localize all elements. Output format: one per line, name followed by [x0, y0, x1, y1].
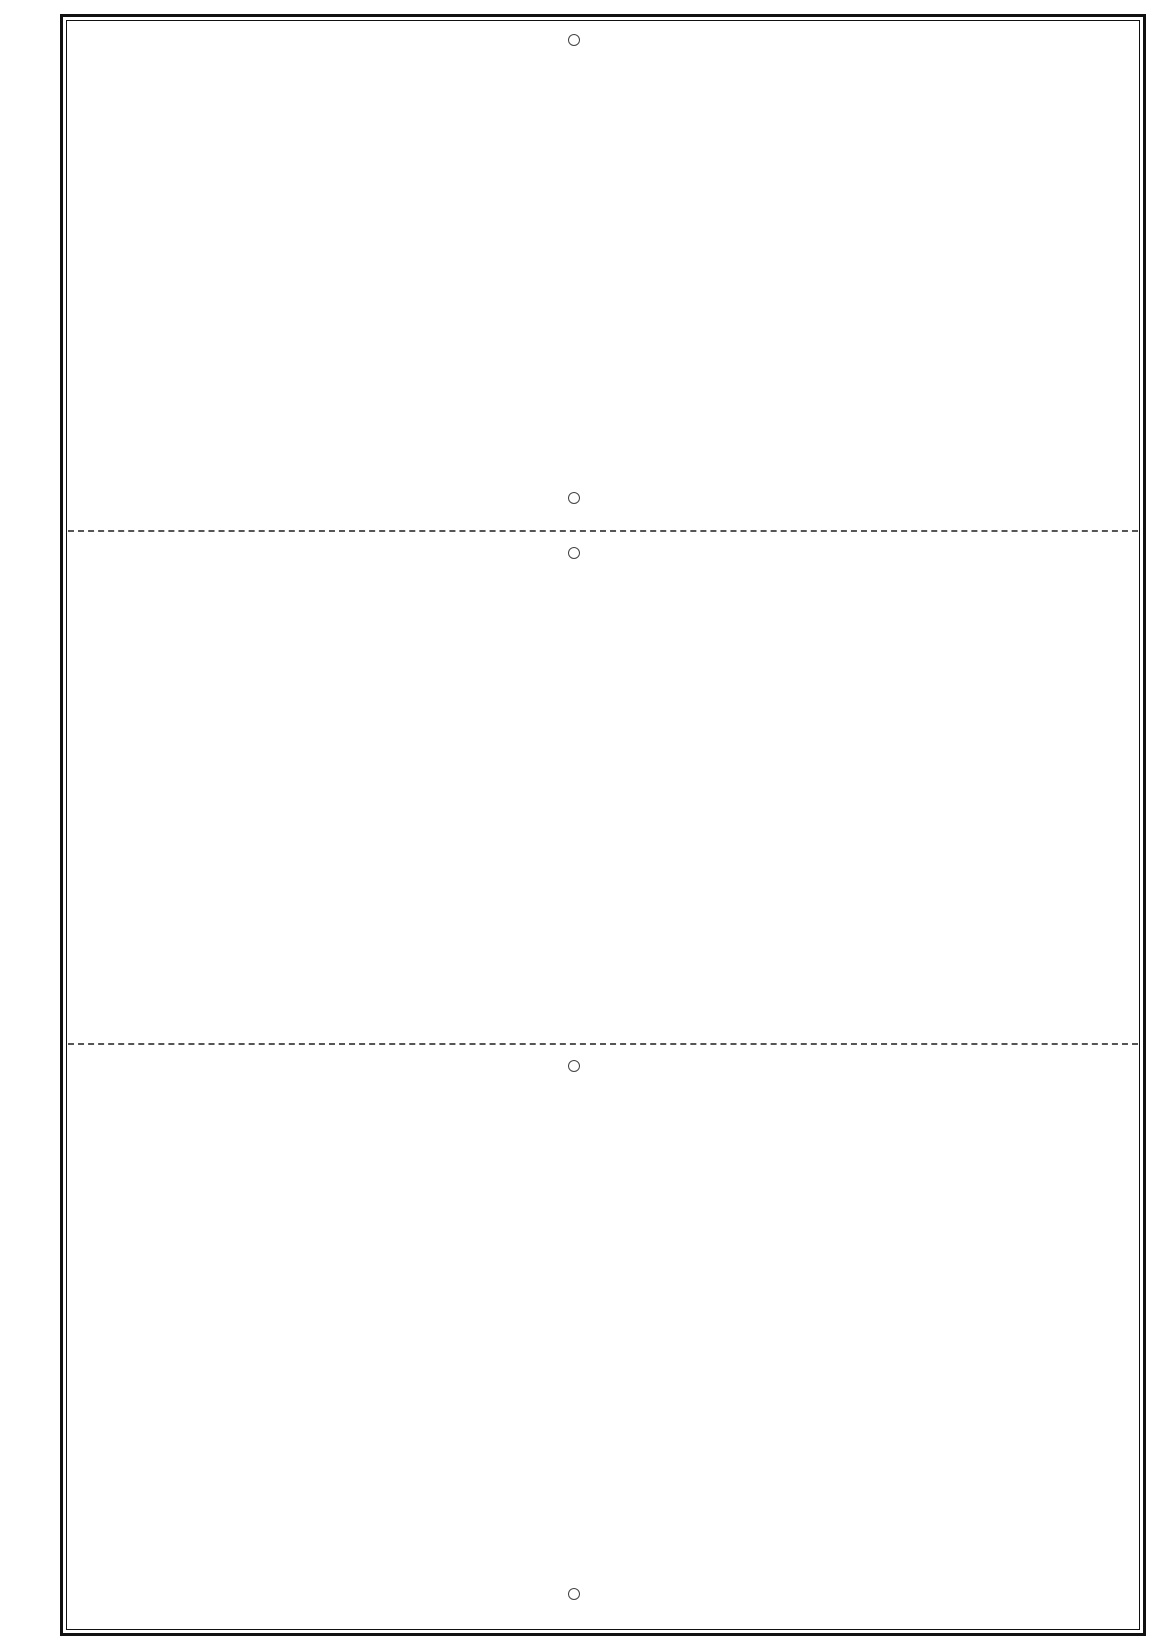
panel-divider: [68, 1043, 1138, 1045]
circle-mark-icon: [568, 1588, 580, 1600]
margin-header: [0, 0, 54, 1642]
text-panel-3: [68, 1048, 1138, 1632]
circle-mark-icon: [568, 34, 580, 46]
circle-mark-icon: [568, 492, 580, 504]
circle-mark-icon: [568, 1060, 580, 1072]
text-panel-2: [68, 535, 1138, 1040]
circle-mark-icon: [568, 547, 580, 559]
text-panel-1: [68, 22, 1138, 527]
panel-divider: [68, 530, 1138, 532]
